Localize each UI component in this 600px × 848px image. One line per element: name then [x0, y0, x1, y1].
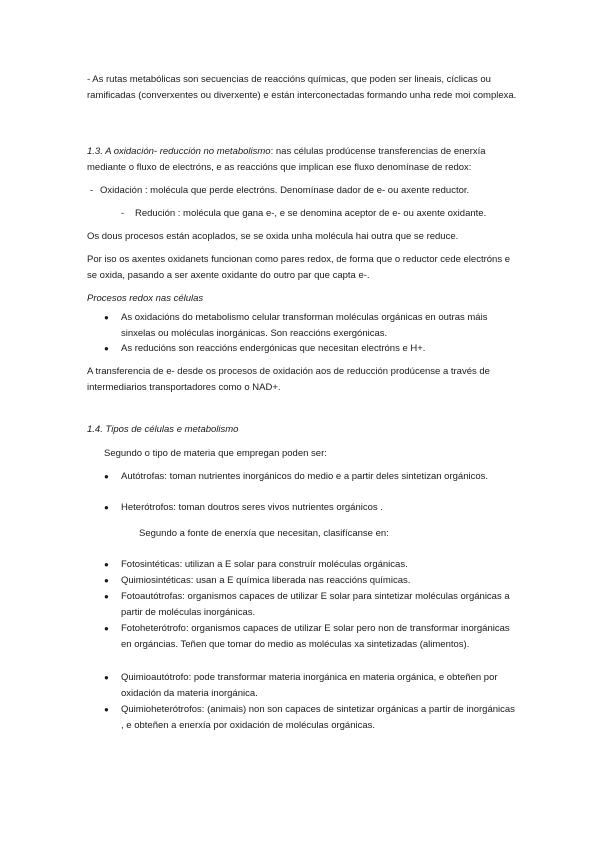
- bullet-icon: ●: [104, 472, 109, 481]
- redox-bullet: As reducións son reaccións endergónicas que necesitan electróns e H+.: [121, 343, 426, 354]
- materia-bullet: Autótrofas: toman nutrientes inorgánicos do medio e a partir deles sintetizan orgánicos.: [121, 471, 489, 482]
- section-1-3-heading: 1.3. A oxidación- reducción no metabolismo: [87, 146, 271, 157]
- bullet-icon: ●: [104, 313, 109, 322]
- dash-marker: -: [121, 208, 125, 219]
- enerxia-intro: Segundo a fonte de enerxía que necesitan, clasifícanse en:: [139, 528, 389, 539]
- section-1-3-text: nas células prodúcense transferencias de enerxía mediante o fluxo de electróns, e as reaccións que implican ese fluxo denomínase de redox:: [87, 146, 486, 173]
- dash-marker: -: [90, 185, 94, 196]
- procesos-redox-title: Procesos redox nas células: [87, 293, 204, 304]
- section-1-4-heading: 1.4. Tipos de células e metabolismo: [87, 424, 239, 435]
- redox-bullet: As oxidacións do metabolismo celular transforman moléculas orgánicas en outras máis sinxelas ou moléculas inorgánicas. Son reaccións exergónicas.: [121, 312, 488, 339]
- bullet-icon: ●: [104, 344, 109, 353]
- bullet-icon: ●: [104, 705, 109, 714]
- materia-intro: Segundo o tipo de materia que empregan poden ser:: [104, 448, 327, 459]
- enerxia-bullet: Fotosintéticas: utilizan a E solar para construír moléculas orgánicas.: [121, 559, 408, 570]
- enerxia-bullet: Quimioheterótrofos: (animais) non son capaces de sintetizar orgánicas a partir de inorgánicas , e obteñen a enerxía por oxidación de moléculas orgánicas.: [121, 704, 515, 731]
- enerxia-bullet: Fotoheterótrofo: organismos capaces de utilizar E solar pero non de transformar inorgánicas en orgáncias. Teñen que tomar do medio as moléculas xa sintetizadas (alimentos).: [121, 623, 510, 650]
- intro-paragraph: - As rutas metabólicas son secuencias de reaccións químicas, que poden ser lineais, cíclicas ou ramificadas (converxentes ou diverxente) e están interconectadas formando unha rede moi complexa.: [87, 74, 517, 101]
- reducion-item: Redución : molécula que gana e-, e se denomina aceptor de e- ou axente oxidante.: [135, 208, 487, 219]
- bullet-icon: ●: [104, 592, 109, 601]
- section-1-3-colon: :: [270, 146, 274, 157]
- bullet-icon: ●: [104, 576, 109, 585]
- bullet-icon: ●: [104, 673, 109, 682]
- oxidacion-item: Oxidación : molécula que perde electróns. Denomínase dador de e- ou axente reductor.: [100, 185, 470, 196]
- pares-redox-paragraph: Por iso os axentes oxidanets funcionan como pares redox, de forma que o reductor cede electróns e se oxida, pasando a ser axente oxidante do outro par que capta e-.: [87, 254, 510, 281]
- materia-bullet: Heterótrofos: toman doutros seres vivos nutrientes orgánicos .: [121, 502, 383, 513]
- bullet-icon: ●: [104, 560, 109, 569]
- enerxia-bullet: Fotoautótrofas: organismos capaces de utilizar E solar para sintetizar moléculas orgánicas a partir de moléculas inorgánicas.: [121, 591, 510, 618]
- acoplados-paragraph: Os dous procesos están acoplados, se se oxida unha molécula hai outra que se reduce.: [87, 231, 459, 242]
- enerxia-bullet: Quimioautótrofo: pode transformar materia inorgánica en materia orgánica, e obteñen por oxidación da materia inorgánica.: [121, 672, 498, 699]
- bullet-icon: ●: [104, 503, 109, 512]
- bullet-icon: ●: [104, 624, 109, 633]
- enerxia-bullet: Quimiosintéticas: usan a E química liberada nas reaccións químicas.: [121, 575, 411, 586]
- transferencia-paragraph: A transferencia de e- desde os procesos de oxidación aos de reducción prodúcense a través de intermediarios transportadores como o NAD+.: [87, 366, 490, 393]
- section-1-3-paragraph: [87, 144, 519, 176]
